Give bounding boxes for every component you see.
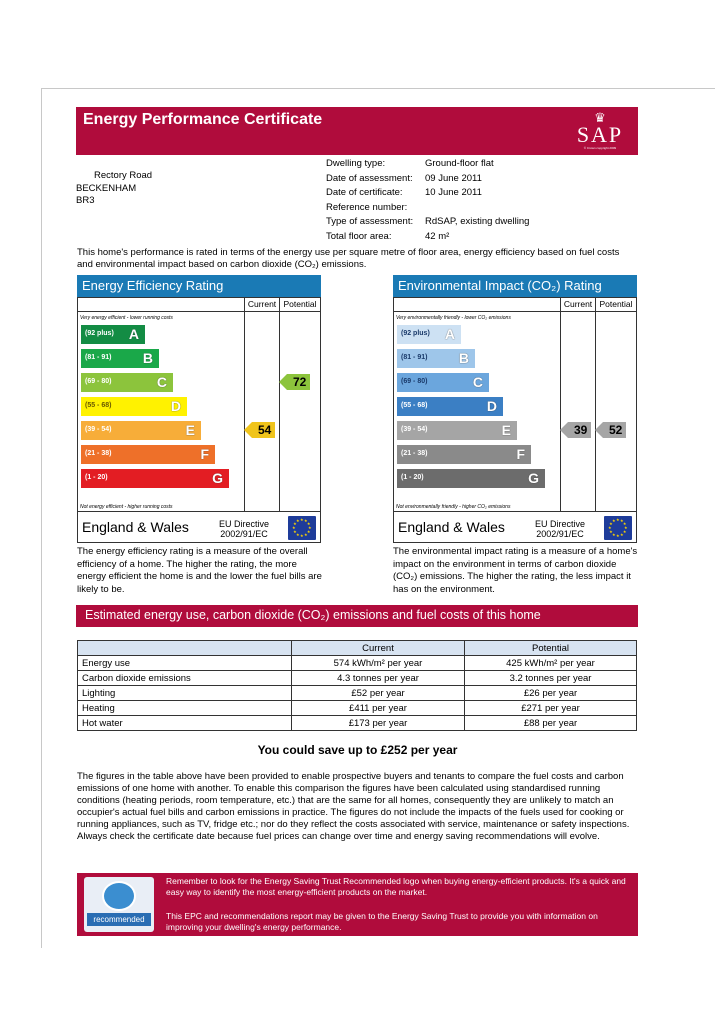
- detail-value: RdSAP, existing dwelling: [425, 216, 530, 227]
- table-cell: Energy use: [78, 656, 292, 671]
- band-range: (55 - 68): [401, 402, 428, 409]
- potential-rating-value: 72: [293, 375, 307, 389]
- band-range: (1 - 20): [401, 474, 424, 481]
- header-bar: [76, 107, 638, 155]
- bottom-caption: Not energy efficient - higher running costs: [80, 504, 173, 510]
- eu-flag-icon: ★ ★ ★ ★ ★ ★ ★ ★ ★ ★ ★ ★: [604, 516, 632, 540]
- detail-row: [326, 230, 529, 245]
- band-range: (21 - 38): [401, 450, 428, 457]
- chart-title: Environmental Impact (CO₂) Rating: [393, 275, 637, 297]
- estimate-section-title: Estimated energy use, carbon dioxide (CO₂) emissions and fuel costs of this home: [76, 605, 638, 627]
- column-divider: [244, 298, 245, 512]
- table-header: Potential: [465, 641, 637, 656]
- detail-key: Total floor area:: [326, 230, 392, 242]
- band-letter: G: [528, 470, 539, 486]
- band-letter: B: [142, 350, 153, 366]
- sap-logo-small: © Crown copyright 2009: [583, 146, 617, 150]
- rating-band-d: [397, 397, 503, 416]
- table-cell: £411 per year: [292, 701, 465, 716]
- current-column-header: Current: [244, 298, 279, 311]
- band-letter: A: [128, 326, 139, 342]
- table-cell: Hot water: [78, 716, 292, 731]
- column-divider: [595, 298, 596, 512]
- detail-key: Date of assessment:: [326, 172, 413, 184]
- top-caption: Very environmentally friendly - lower CO₂ emissions: [396, 315, 511, 321]
- explanation-paragraph: The figures in the table above have been provided to enable prospective buyers and tenants to compare the fuel costs and carbon emissions of one home with another. To enable this comparison the figures have been calculated using standardised running conditions (heating periods, room temperature, etc.) that are the same for all homes, consequently they are unlikely to match an occupier's actual fuel bills and carbon emissions in practice. The figures do not include the impacts of the fuels used for cooking or running appliances, such as TV, fridge etc.; nor do they reflect the costs associated with service, maintenance or safety inspections. Always check the certificate date because fuel prices can change over time and energy saving recommendations will evolve.: [77, 771, 630, 842]
- band-letter: E: [185, 422, 195, 438]
- environment-description: The environmental impact rating is a measure of a home's impact on the environment in terms of carbon dioxide (CO₂) emissions. The higher the rating, the less impact it has on the environment.: [393, 546, 638, 595]
- band-letter: F: [516, 446, 525, 462]
- table-row: [78, 701, 637, 716]
- band-range: (92 plus): [401, 330, 430, 337]
- chart-box: [393, 297, 637, 543]
- region-label: England & Wales: [82, 519, 189, 535]
- table-cell: 4.3 tonnes per year: [292, 671, 465, 686]
- detail-row: [326, 172, 529, 187]
- rating-band-c: [81, 373, 173, 392]
- intro-text: This home's performance is rated in terms of the energy use per square metre of floor area, energy efficiency based on fuel costs and environmental impact based on carbon dioxide (CO₂) emissions.: [77, 247, 620, 270]
- table-cell: Carbon dioxide emissions: [78, 671, 292, 686]
- rating-band-a: [81, 325, 145, 344]
- potential-rating-arrow: [287, 374, 310, 390]
- table-cell: 574 kWh/m² per year: [292, 656, 465, 671]
- detail-row: [326, 157, 529, 172]
- crown-icon: ♛: [594, 110, 606, 125]
- band-range: (1 - 20): [85, 474, 108, 481]
- table-row: [78, 671, 637, 686]
- potential-rating-value: 52: [609, 423, 623, 437]
- table-header: Current: [292, 641, 465, 656]
- table-row: [78, 686, 637, 701]
- cost-table: [77, 640, 637, 731]
- detail-key: Dwelling type:: [326, 158, 386, 169]
- sap-logo: [570, 111, 630, 151]
- address-line: Rectory Road: [94, 170, 153, 181]
- energy-saving-trust-box: [77, 873, 638, 936]
- band-letter: A: [444, 326, 455, 342]
- address-line: BECKENHAM: [76, 182, 137, 194]
- rating-band-g: [81, 469, 229, 488]
- detail-value: 42 m²: [425, 230, 450, 242]
- band-range: (69 - 80): [401, 378, 428, 385]
- table-cell: 425 kWh/m² per year: [465, 656, 637, 671]
- table-cell: £26 per year: [465, 686, 637, 701]
- band-letter: D: [170, 398, 181, 414]
- eu-directive-label: EU Directive 2002/91/EC: [218, 519, 269, 539]
- band-range: (69 - 80): [85, 378, 112, 385]
- band-letter: C: [472, 374, 483, 390]
- logo-recommended-text: recommended: [87, 913, 151, 926]
- dwelling-details: [326, 157, 529, 244]
- band-range: (21 - 38): [85, 450, 112, 457]
- detail-row: [326, 186, 529, 201]
- rating-band-f: [81, 445, 215, 464]
- footer-divider: [394, 511, 636, 512]
- table-cell: Heating: [78, 701, 292, 716]
- energy-saving-trust-logo: [84, 877, 154, 932]
- detail-key: Reference number:: [326, 201, 408, 213]
- top-caption: Very energy efficient - lower running costs: [80, 315, 173, 321]
- rating-band-e: [81, 421, 201, 440]
- band-range: (92 plus): [85, 330, 114, 337]
- band-letter: D: [486, 398, 497, 414]
- band-letter: G: [212, 470, 223, 486]
- potential-rating-arrow: [603, 422, 626, 438]
- table-header: [78, 641, 292, 656]
- savings-headline: You could save up to £252 per year: [257, 743, 458, 757]
- page-title: Energy Performance Certificate: [83, 111, 323, 128]
- eu-flag-icon: ★ ★ ★ ★ ★ ★ ★ ★ ★ ★ ★ ★: [288, 516, 316, 540]
- rating-band-e: [397, 421, 517, 440]
- potential-column-header: Potential: [595, 298, 636, 311]
- energy-efficiency-chart: [77, 275, 321, 543]
- table-cell: £173 per year: [292, 716, 465, 731]
- eu-directive-label: EU Directive 2002/91/EC: [534, 519, 585, 539]
- rating-band-f: [397, 445, 531, 464]
- rating-band-b: [81, 349, 159, 368]
- rating-band-c: [397, 373, 489, 392]
- rating-band-a: [397, 325, 461, 344]
- table-cell: £52 per year: [292, 686, 465, 701]
- table-row: [78, 656, 637, 671]
- band-range: (39 - 54): [401, 426, 428, 433]
- chart-box: [77, 297, 321, 543]
- address-line: BR3: [76, 195, 95, 206]
- address: [76, 170, 152, 208]
- header-divider: [78, 311, 320, 312]
- table-cell: 3.2 tonnes per year: [465, 671, 637, 686]
- environmental-impact-chart: [393, 275, 637, 543]
- detail-value: 10 June 2011: [425, 187, 482, 198]
- table-cell: Lighting: [78, 686, 292, 701]
- current-rating-value: 39: [574, 423, 588, 437]
- rating-band-d: [81, 397, 187, 416]
- band-range: (39 - 54): [85, 426, 112, 433]
- current-column-header: Current: [560, 298, 595, 311]
- current-rating-value: 54: [258, 423, 272, 437]
- detail-key: Date of certificate:: [326, 187, 403, 198]
- column-divider: [279, 298, 280, 512]
- sap-logo-text: SAP: [576, 122, 624, 147]
- band-letter: F: [200, 446, 209, 462]
- band-letter: E: [501, 422, 511, 438]
- footer-divider: [78, 511, 320, 512]
- header-divider: [394, 311, 636, 312]
- detail-value: Ground-floor flat: [425, 158, 494, 169]
- est-text-1: Remember to look for the Energy Saving Trust Recommended logo when buying energy-efficient products. It's a quick and easy way to identify the most energy-efficient products on the market.: [166, 876, 626, 897]
- detail-key: Type of assessment:: [326, 216, 414, 227]
- table-cell: £271 per year: [465, 701, 637, 716]
- band-letter: C: [156, 374, 167, 390]
- current-rating-arrow: [568, 422, 591, 438]
- chart-title: Energy Efficiency Rating: [77, 275, 321, 297]
- table-header-row: [78, 641, 637, 656]
- band-range: (81 - 91): [85, 354, 112, 361]
- potential-column-header: Potential: [279, 298, 320, 311]
- detail-row: [326, 201, 529, 216]
- detail-row: [326, 215, 529, 230]
- bottom-caption: Not environmentally friendly - higher CO₂ emissions: [396, 504, 511, 510]
- est-text-2: This EPC and recommendations report may be given to the Energy Saving Trust to provide you with information on improving your dwelling's energy performance.: [166, 911, 598, 932]
- logo-circle-icon: [102, 881, 136, 911]
- band-range: (55 - 68): [85, 402, 112, 409]
- detail-value: 09 June 2011: [425, 172, 482, 184]
- current-rating-arrow: [252, 422, 275, 438]
- band-letter: B: [458, 350, 469, 366]
- rating-band-g: [397, 469, 545, 488]
- efficiency-description: The energy efficiency rating is a measure of the overall efficiency of a home. The higher the rating, the more energy efficient the home is and the lower the fuel bills are likely to be.: [77, 546, 322, 595]
- rating-band-b: [397, 349, 475, 368]
- region-label: England & Wales: [398, 519, 505, 535]
- table-cell: £88 per year: [465, 716, 637, 731]
- column-divider: [560, 298, 561, 512]
- band-range: (81 - 91): [401, 354, 428, 361]
- table-row: [78, 716, 637, 731]
